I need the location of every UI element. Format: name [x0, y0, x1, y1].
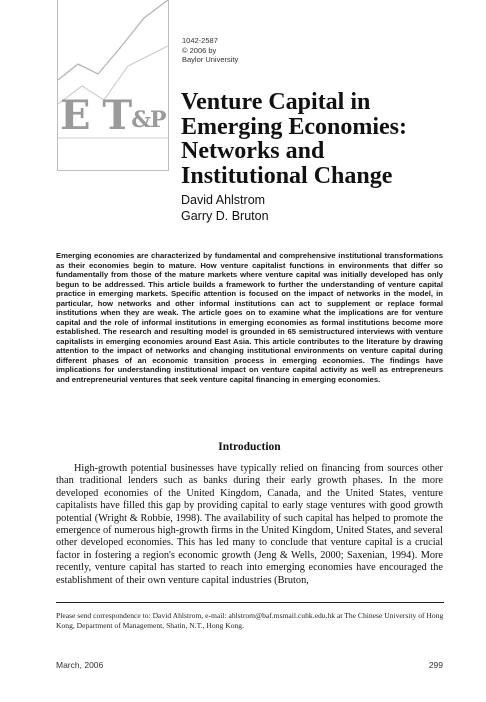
abstract: Emerging economies are characterized by fundamental and comprehensive institutional transformations as their economies begin to mature. How venture capitalist functions in environments that differ so fundamentally from those of the mature markets where venture capital was initially developed has only begun to be addressed. This article builds a framework to further the understanding of venture capital practice in emerging markets. Specific attention is focused on the impact of networks in the model, in particular, how networks and other informal institutions can act to supplement or replace formal institutions when they are weak. The article goes on to examine what the implications are for venture capital and the role of informal institutions in emerging economies as formal institutions become more established. The research and resulting model is grounded in 65 semistructured interviews with venture capitalists in emerging economies around East Asia. This article contributes to the literature by drawing attention to the impact of networks and changing institutional environments on venture capital during different phases of an economic transition process in emerging economies. The findings have implications for understanding institutional impact on venture capital activity as well as entrepreneurs and entrepreneurial ventures that seek venture capital financing in emerging economies.: [56, 251, 443, 384]
body-paragraph: High-growth potential businesses have typically relied on financing from sources other than traditional lenders such as banks during their early growth phases. In the more developed economies of the United Kingdom, Canada, and the United States, venture capitalists have filled this gap by providing capital to early stage ventures with good growth potential (Wright & Robbie, 1998). The availability of such capital has helped to promote the emergence of numerous high-growth firms in the United Kingdom, United States, and several other developed economies. This has led many to conclude that venture capital is a crucial factor in fostering a region's economic growth (Jeng & Wells, 2000; Saxenian, 1994). More recently, venture capital has started to reach into emerging economies have encouraged the establishment of their own venture capital industries (Bruton,: [56, 463, 443, 586]
footnote-divider: [56, 602, 444, 603]
author-list: [181, 192, 269, 224]
footnote: Please send correspondence to: David Ahlstrom, e-mail: ahlstrom@baf.msmail.cuhk.edu.hk at The Chinese University of Hong Kong, Department of Management, Shatin, N.T., Hong Kong.: [56, 611, 444, 630]
copyright-line: © 2006 by: [182, 45, 217, 55]
issn-number: 1042-2587: [182, 36, 218, 45]
issue-date: March, 2006: [56, 660, 104, 670]
publisher-line: Baylor University: [182, 55, 239, 64]
article-title: Venture Capital in Emerging Economies: Networks and Institutional Change: [181, 89, 407, 189]
section-heading: Introduction: [218, 441, 281, 453]
issn-block: [182, 36, 238, 65]
logo-decorative-lines: [58, 0, 168, 170]
logo-wordmark: E T&P: [60, 92, 166, 139]
page-number: 299: [428, 660, 443, 670]
author-name: David Ahlstrom: [181, 193, 266, 207]
author-name: Garry D. Bruton: [181, 209, 269, 223]
journal-logo: [57, 0, 169, 171]
